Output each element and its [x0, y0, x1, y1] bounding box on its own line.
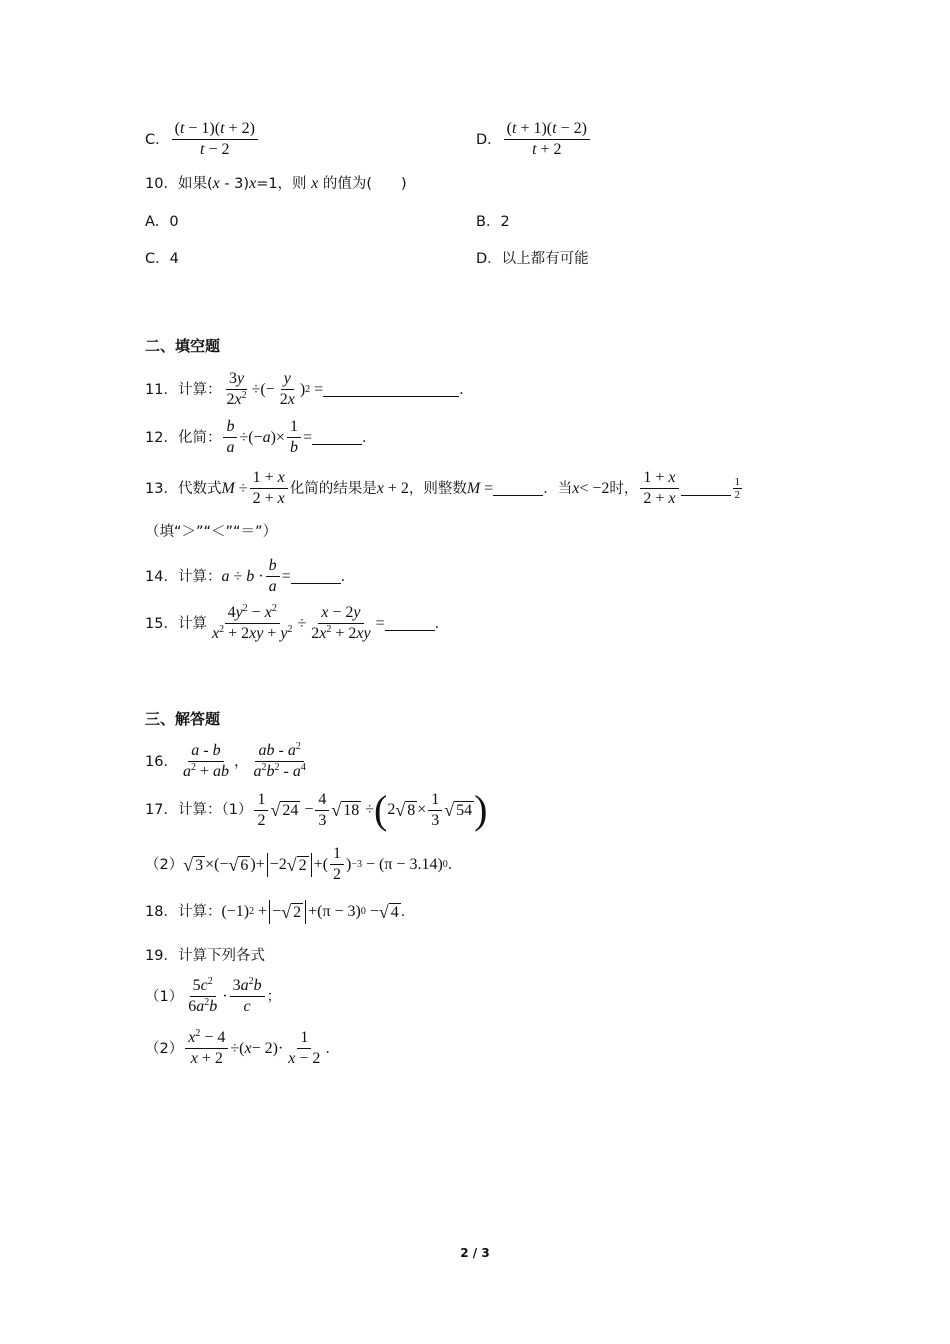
stem-text: 计算：: [177, 568, 222, 585]
stem-text: ．: [459, 381, 474, 398]
formula: $\frac{(t + 1)(t - 2)}{t + 2}$: [504, 120, 590, 159]
q10-option-c: [145, 249, 179, 269]
stem-text: 代数式: [177, 480, 222, 497]
formula: a ÷ b · $\frac{b}{a}$ =: [221, 557, 291, 595]
answer-blank[interactable]: [291, 569, 341, 584]
q13: [145, 469, 744, 508]
question-number: 17．: [145, 802, 178, 818]
stem-text: 如果(: [177, 176, 213, 192]
stem-text: ．: [340, 568, 356, 585]
formula: $\frac{1 + x}{2 + x}$: [640, 469, 678, 508]
answer-blank[interactable]: [323, 382, 459, 397]
option-label: B．: [476, 214, 501, 230]
formula: $\frac{4y^2 - x^2}{x^2 + 2xy + y^2}$ ÷ $\frac{x - 2y}{2x^2 + 2xy}$ =: [211, 603, 385, 642]
q11: [145, 370, 474, 409]
q19-part2: [145, 1029, 340, 1068]
formula: $\frac{x^2 - 4}{x + 2}$ ÷( x − 2)· $\frac{1}{x - 2}$: [183, 1029, 325, 1068]
answer-blank[interactable]: [312, 430, 362, 445]
stem-text: 计算: [177, 615, 207, 632]
stem-text: 计算下列各式: [177, 948, 265, 964]
stem-text: ．: [434, 615, 450, 632]
stem-text: 时，: [609, 480, 639, 497]
stem-text: 计算：（1）: [177, 802, 253, 818]
formula: $\frac{b}{a}$ ÷(− a )× $\frac{1}{b}$ =: [221, 418, 312, 457]
formula: (−1) 2 + − √ 2 +(π − 3) 0 − √ 4: [221, 902, 399, 922]
section-heading-solve: 三、解答题: [145, 710, 221, 728]
q10-option-b: [476, 212, 510, 232]
q14: [145, 557, 355, 596]
option-value: 以上都有可能: [501, 251, 589, 267]
section-heading-fill-blank: 二、填空题: [145, 337, 221, 355]
answer-blank[interactable]: [493, 481, 543, 496]
stem-text: ；: [266, 988, 282, 1005]
option-label: C．: [145, 251, 170, 267]
stem-text: 计算：: [177, 904, 222, 920]
option-label: A．: [145, 214, 170, 230]
question-number: 14．: [145, 568, 178, 585]
question-number: 12．: [145, 429, 178, 446]
formula: $\frac{(t - 1)(t + 2)}{t - 2}$: [172, 120, 258, 159]
stem-text: （2）: [145, 1040, 184, 1057]
question-number: 18．: [145, 904, 178, 920]
option-value: 4: [169, 251, 179, 267]
math-var: x: [311, 175, 319, 192]
q12: [145, 418, 376, 457]
formula: √ 3 ×(− √ 6 )+ −2 √ 2 +( $\frac{1}{2}$ ) −3 − (π − 3.14) 0: [183, 845, 448, 883]
q13-note: （填“＞”“＜”“＝”）: [145, 524, 278, 540]
formula: $\frac{5c^2}{6a^2b}$ · $\frac{3a^2b}{c}$: [183, 977, 266, 1016]
stem-text: ．: [400, 904, 416, 920]
formula: x + 2: [376, 479, 409, 497]
question-number: 16．: [145, 753, 178, 770]
stem-text: ．: [325, 1040, 340, 1057]
q17-part1: [145, 787, 488, 832]
stem-text: ，: [233, 753, 249, 770]
stem-text: ，则整数: [408, 480, 467, 497]
stem-text: ．: [361, 429, 377, 446]
option-value: 0: [169, 214, 179, 230]
math-var: x: [212, 175, 220, 192]
question-number: 15．: [145, 615, 178, 632]
option-label: D．: [476, 251, 502, 267]
formula: M ÷ $\frac{1 + x}{2 + x}$: [221, 469, 289, 508]
stem-text: 计算：: [177, 381, 222, 398]
stem-text: =1，则: [256, 176, 312, 192]
stem-text: 的值为( ): [318, 176, 407, 192]
math-var: x: [249, 175, 257, 192]
formula: x< −2: [572, 479, 610, 497]
answer-blank[interactable]: [681, 481, 731, 496]
stem-text: 化简：: [177, 429, 222, 446]
formula: $\frac{a - b}{a^2 + ab}$: [182, 742, 229, 780]
question-number: 11．: [145, 381, 178, 398]
question-number: 19．: [145, 948, 178, 964]
formula: $\frac{3y}{2x^2}$ ÷(− $\frac{y}{2x}$ ) 2 =: [226, 370, 324, 408]
formula: M =: [466, 479, 494, 497]
question-number: 10．: [145, 176, 178, 192]
answer-blank[interactable]: [385, 616, 435, 631]
q9-option-d: [476, 120, 592, 159]
q18: [145, 900, 415, 924]
formula: $\frac{1}{2}$: [734, 476, 740, 501]
question-number: 13．: [145, 480, 178, 497]
q10-option-a: [145, 212, 179, 232]
option-label: C．: [145, 131, 170, 148]
stem-text: ．当: [543, 480, 573, 497]
stem-text: 化简的结果是: [289, 480, 377, 497]
q17-part2: [145, 845, 462, 884]
q10-stem: [145, 174, 407, 194]
stem-text: （2）: [145, 856, 184, 873]
q19-stem: [145, 946, 265, 966]
q15: [145, 604, 449, 643]
formula: $\frac{ab - a^2}{a^2b^2 - a^4}$: [253, 741, 306, 780]
q10-option-d: [476, 249, 589, 269]
option-value: 2: [500, 214, 510, 230]
page-number: 2 / 3: [460, 1246, 490, 1260]
formula: $\frac{1}{2}$ √ 24 − $\frac{4}{3}$ √ 18 ÷ ( 2 √ 8 × $\frac{1}{3}$ √ 54 ): [252, 790, 487, 830]
stem-text: ‐ 3): [219, 176, 250, 192]
stem-text: ．: [447, 856, 463, 873]
q19-part1: [145, 977, 281, 1016]
q16: [145, 742, 311, 781]
option-label: D．: [476, 131, 502, 148]
stem-text: （1）: [145, 988, 184, 1005]
q9-option-c: [145, 120, 260, 159]
